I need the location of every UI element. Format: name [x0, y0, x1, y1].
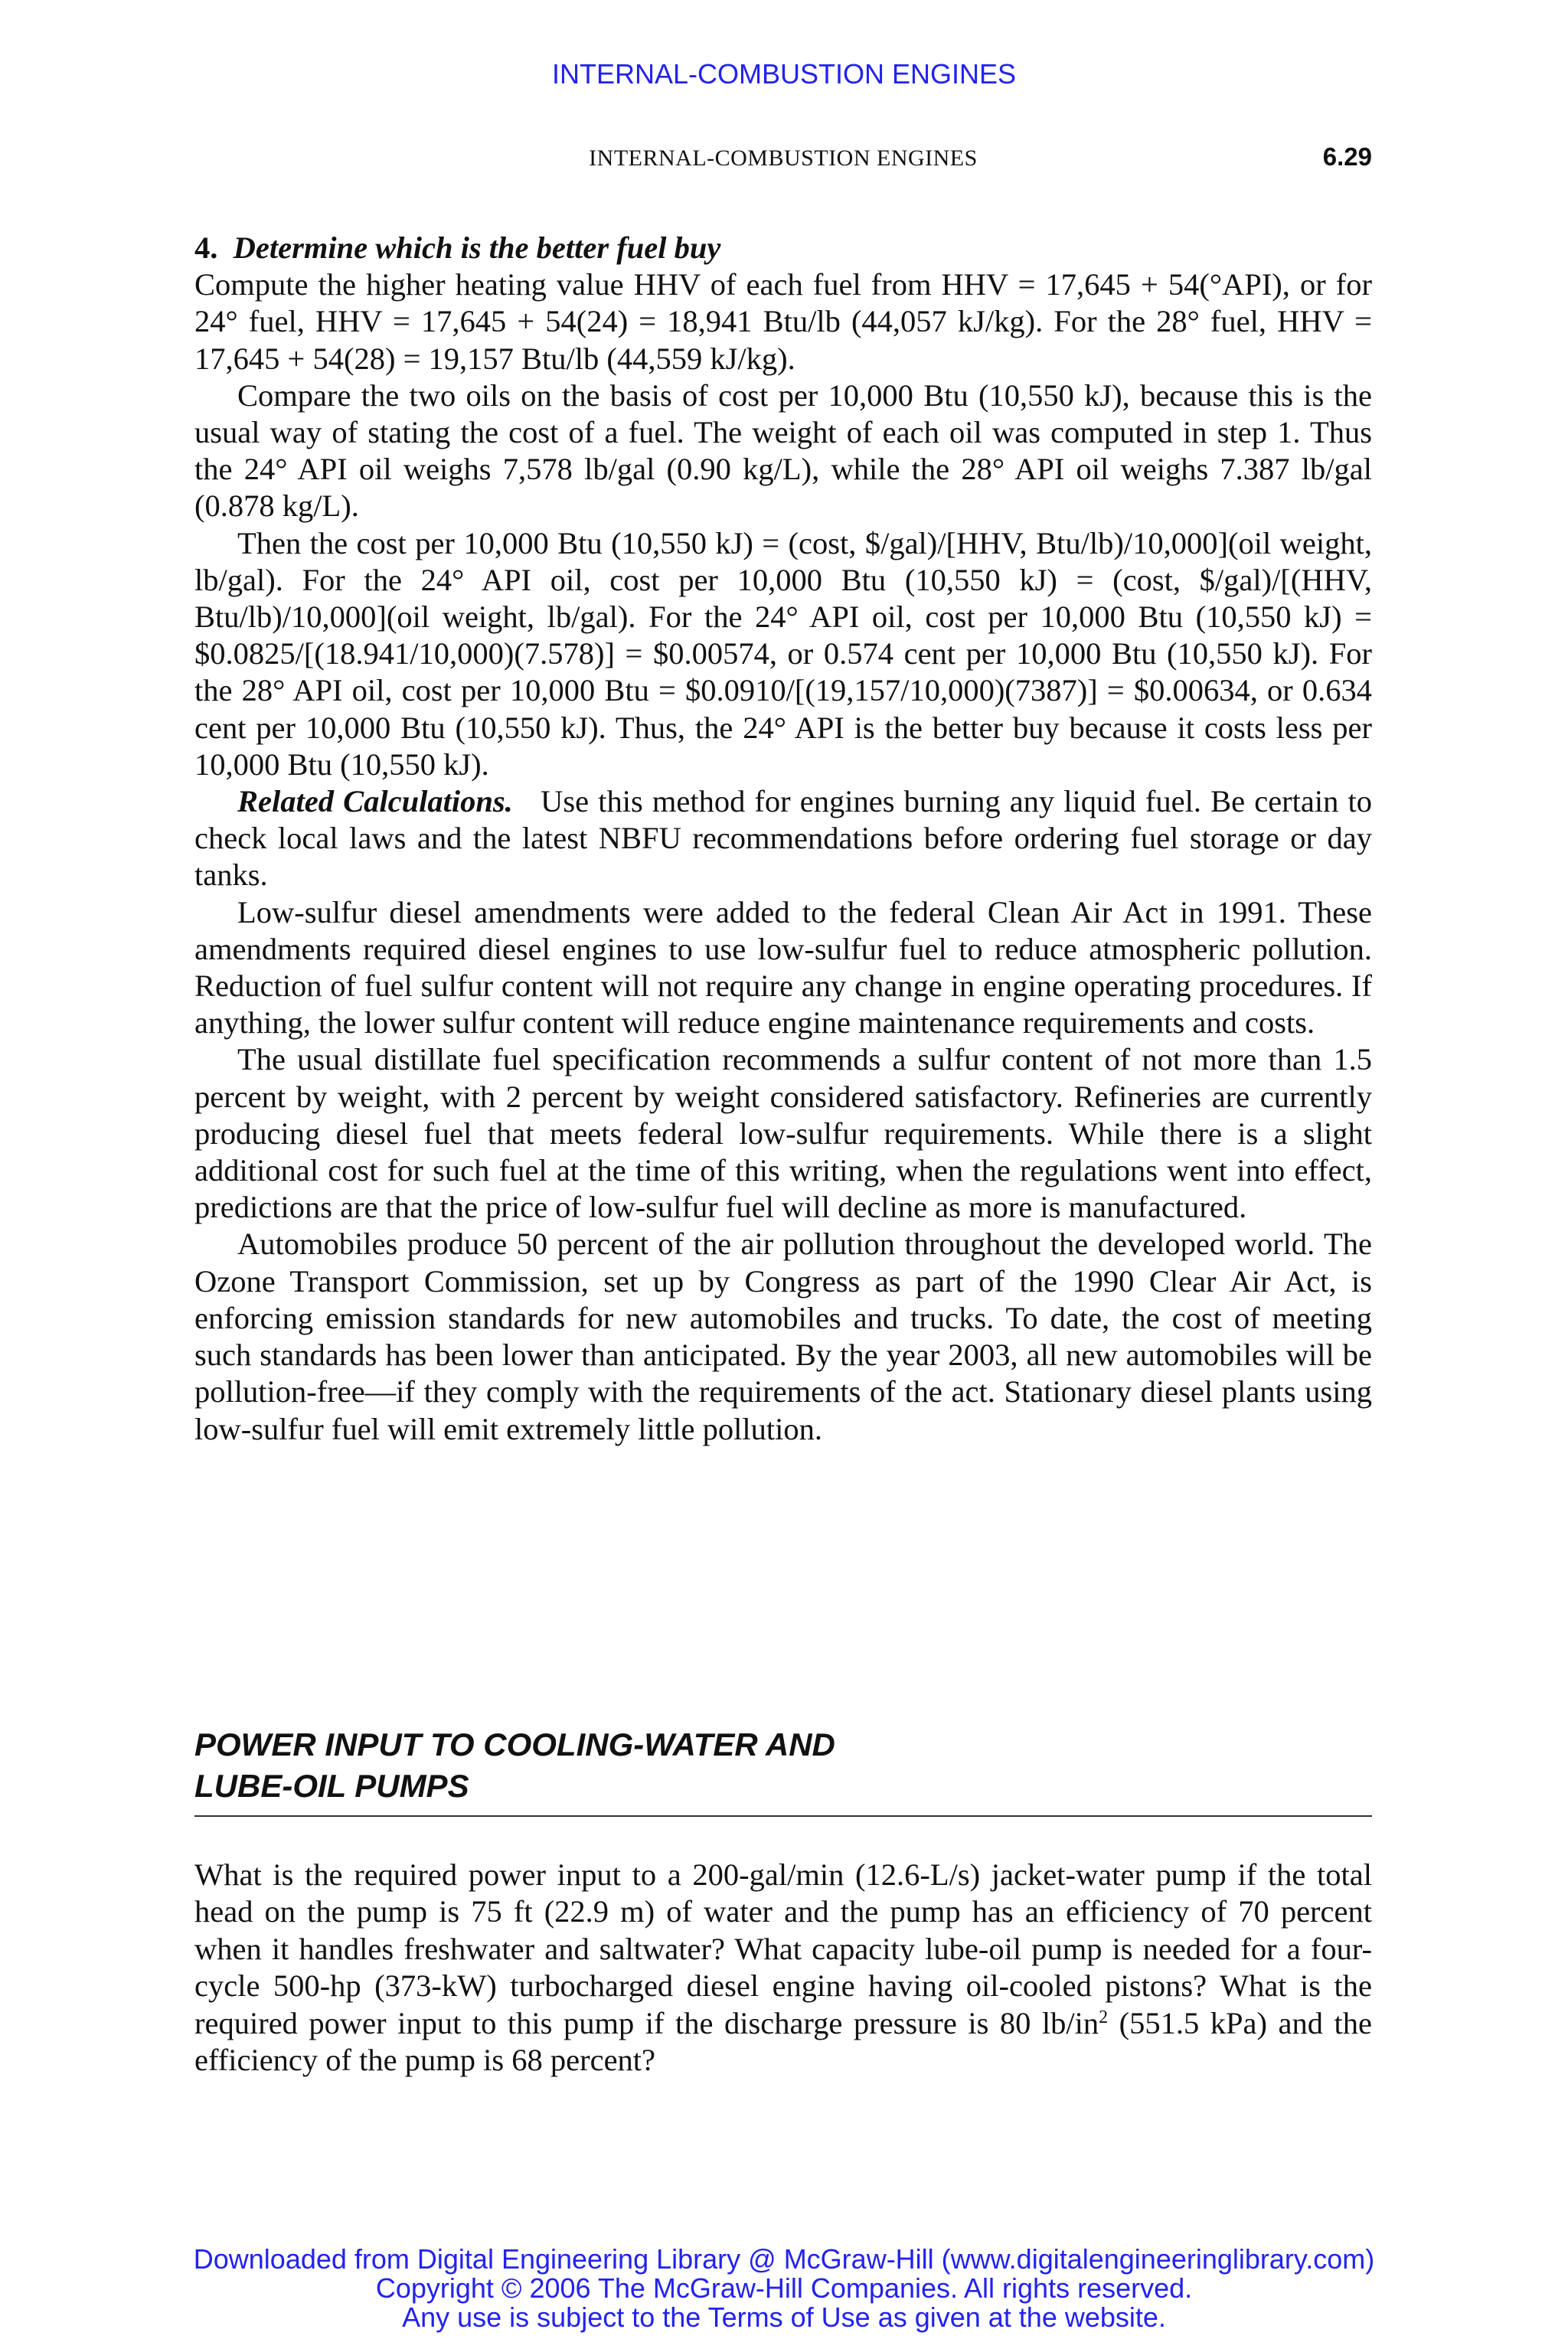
- paragraph: Automobiles produce 50 percent of the air pollution throughout the developed world. The Ozone Transport Commission, set up by Congress as part of the 1990 Clear Air Act, is enforcing emission standards for new automobiles and trucks. To date, the cost of meeting such standards has been lower than anticipated. By the year 2003, all new automobiles will be pollution-free—if they comply with the requirements of the act. Stationary diesel plants using low-sulfur fuel will emit extremely little pollution.: [194, 1227, 1372, 1446]
- section-title-line: LUBE-OIL PUMPS: [194, 1768, 469, 1804]
- footer: [0, 2245, 1568, 2332]
- problem-text: (551.5 kPa) and the efficiency of the pump is 68 percent?: [194, 2005, 1372, 2078]
- problem-paragraph: [194, 1857, 1372, 2079]
- body-text: [194, 230, 1372, 1448]
- paragraph: Then the cost per 10,000 Btu (10,550 kJ) = (cost, $/gal)/[HHV, Btu/lb)/10,000](oil weight, lb/gal). For the 24° API oil, cost per 10,000 Btu (10,550 kJ) = (cost, $/gal)/[(HHV, Btu/lb)/10,000](oil weight, lb/gal). For the 24° API oil, cost per 10,000 Btu (10,550 kJ) = $0.0825/[(18.941/10,000)(7.578)] = $0.00574, or 0.574 cent per 10,000 Btu (10,550 kJ). For the 28° API oil, cost per 10,000 Btu = $0.0910/[(19,157/10,000)(7387)] = $0.00634, or 0.634 cent per 10,000 Btu (10,550 kJ). Thus, the 24° API is the better buy because it costs less per 10,000 Btu (10,550 kJ).: [194, 525, 1372, 782]
- step-title: Determine which is the better fuel buy: [233, 230, 721, 265]
- chapter-title-link[interactable]: INTERNAL-COMBUSTION ENGINES: [551, 58, 1017, 90]
- page-number: 6.29: [1322, 142, 1372, 171]
- footer-download-link[interactable]: Downloaded from Digital Engineering Library @ McGraw-Hill (www.digitalengineeringlibrary.com): [193, 2243, 1375, 2275]
- paragraph: Low-sulfur diesel amendments were added to the federal Clean Air Act in 1991. These amendments required diesel engines to use low-sulfur fuel to reduce atmospheric pollution. Reduction of fuel sulfur content will not require any change in engine operating procedures. If anything, the lower sulfur content will reduce engine maintenance requirements and costs.: [194, 894, 1372, 1040]
- section-title: [194, 1724, 1372, 1807]
- footer-terms-link[interactable]: Any use is subject to the Terms of Use as given at the website.: [402, 2301, 1166, 2333]
- step-heading: [194, 230, 1372, 266]
- paragraph: Compute the higher heating value HHV of each fuel from HHV = 17,645 + 54(°API), or for 24° fuel, HHV = 17,645 + 54(24) = 18,941 Btu/lb (44,057 kJ/kg). For the 28° fuel, HHV = 17,645 + 54(28) = 19,157 Btu/lb (44,559 kJ/kg).: [194, 267, 1372, 376]
- problem-text: What is the required power input to a 200-gal/min (12.6-L/s) jacket-water pump if the total head on the pump is 75 ft (22.9 m) of water and the pump has an efficiency of 70 percent when it handles freshwater and saltwater? What capacity lube-oil pump is needed for a four-cycle 500-hp (373-kW) turbocharged diesel engine having oil-cooled pistons? What is the required power input to this pump if the discharge pressure is 80 lb/in: [194, 1857, 1372, 2040]
- running-head: [194, 142, 1372, 181]
- section-divider: [194, 1815, 1372, 1817]
- step-number: 4.: [194, 230, 218, 265]
- related-calculations-paragraph: [194, 783, 1372, 894]
- problem-statement: [194, 1857, 1372, 2079]
- running-head-title: INTERNAL-COMBUSTION ENGINES: [589, 145, 978, 171]
- paragraph-text: Use this method for engines burning any liquid fuel. Be certain to check local laws and the latest NBFU recommendations before ordering fuel storage or day tanks.: [194, 784, 1372, 893]
- run-in-heading: Related Calculations.: [237, 784, 513, 819]
- section-title-line: POWER INPUT TO COOLING-WATER AND: [194, 1726, 835, 1762]
- footer-copyright-link[interactable]: Copyright © 2006 The McGraw-Hill Companies. All rights reserved.: [375, 2272, 1193, 2304]
- paragraph: Compare the two oils on the basis of cost per 10,000 Btu (10,550 kJ), because this is the usual way of stating the cost of a fuel. The weight of each oil was computed in step 1. Thus the 24° API oil weighs 7,578 lb/gal (0.90 kg/L), while the 28° API oil weighs 7.387 lb/gal (0.878 kg/L).: [194, 377, 1372, 524]
- superscript: 2: [1099, 2007, 1109, 2027]
- paragraph: The usual distillate fuel specification recommends a sulfur content of not more than 1.5 percent by weight, with 2 percent by weight considered satisfactory. Refineries are currently producing diesel fuel that meets federal low-sulfur requirements. While there is a slight additional cost for such fuel at the time of this writing, when the regulations went into effect, predictions are that the price of low-sulfur fuel will decline as more is manufactured.: [194, 1042, 1372, 1225]
